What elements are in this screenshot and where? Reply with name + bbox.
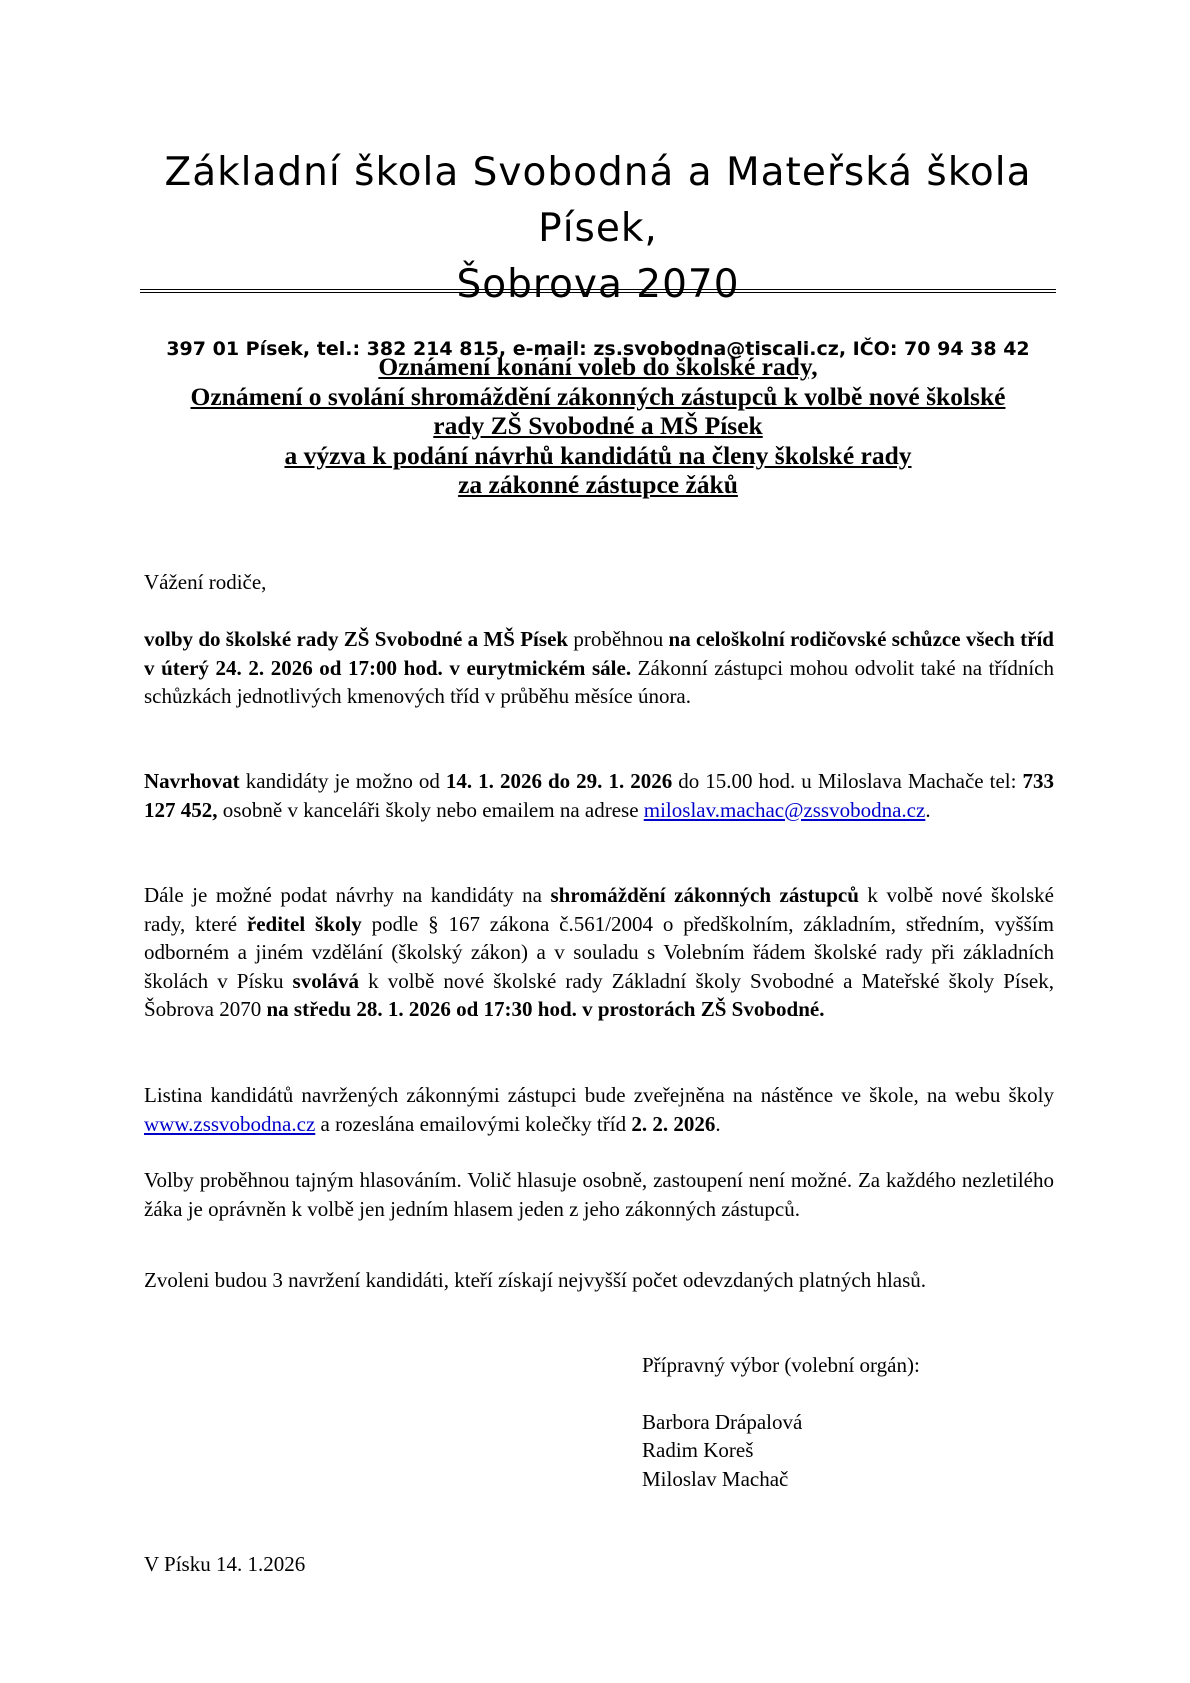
p4-text-3: .	[715, 1111, 721, 1136]
p3-bold-3: svolává	[292, 968, 360, 993]
p2-bold-1: Navrhovat	[144, 769, 240, 793]
p3-text-2: k volbě nové školské rady, které	[144, 883, 1055, 936]
paragraph-election-date	[144, 625, 1054, 711]
p4-bold-1: 2. 2. 2026	[631, 1111, 716, 1136]
p1-bold-2: na celoškolní rodičovské schůzce všech tříd v úterý 24. 2. 2026 od 17:00 hod. v eurytmickém sále.	[144, 627, 1054, 680]
p2-text-2: do 15.00 hod. u Miloslava Machače tel:	[672, 769, 1023, 793]
paragraph-nominations	[144, 767, 1054, 824]
p3-text-1: Dále je možné podat návrhy na kandidáty na	[144, 883, 551, 907]
p1-text-2: Zákonní zástupci mohou odvolit také na třídních schůzkách jednotlivých kmenových tříd v průběhu měsíce února.	[144, 655, 1054, 708]
p2-bold-3: 733 127 452,	[144, 769, 1054, 822]
p2-text-4: .	[925, 797, 931, 822]
header-divider-second	[140, 292, 1056, 293]
committee-label: Přípravný výbor (volební orgán):	[642, 1353, 920, 1377]
title-line-5: za zákonné zástupce žáků	[458, 470, 738, 499]
paragraph-elected: Zvoleni budou 3 navržení kandidáti, kteří získají nejvyšší počet odevzdaných platných hlasů.	[144, 1268, 927, 1292]
p1-bold-1: volby do školské rady ZŠ Svobodné a MŠ Písek	[144, 627, 569, 651]
p3-text-3: podle § 167 zákona č.561/2004 o předškolním, základním, středním, vyšším odborném a jiném vzdělání (školský zákon) a v souladu s Volebním řádem školské rady při základních školách v Písku	[144, 911, 1054, 993]
p4-text-1: Listina kandidátů navržených zákonnými zástupci bude zveřejněna na nástěnce ve škole, na webu školy	[144, 1083, 1054, 1107]
committee-member: Barbora Drápalová	[642, 1410, 803, 1434]
greeting: Vážení rodiče,	[144, 570, 267, 594]
p3-text-4: k volbě nové školské rady Základní školy Svobodné a Mateřské školy Písek, Šobrova 2070	[144, 968, 1055, 1021]
title-line-1: Oznámení konání voleb do školské rady,	[378, 352, 818, 381]
announcement-title	[140, 352, 1056, 500]
school-name-line2: Šobrova 2070	[456, 262, 740, 307]
p3-bold-1: shromáždění zákonných zástupců	[550, 883, 859, 907]
p2-text-1: kandidáty je možno od	[239, 769, 446, 793]
paragraph-voting-rules: Volby proběhnou tajným hlasováním. Volič hlasuje osobně, zastoupení není možné. Za každého nezletilého žáka je oprávněn k volbě jen jedním hlasem jeden z jeho zákonných zástupců.	[144, 1168, 1054, 1221]
paragraph-assembly	[144, 881, 1054, 1024]
school-header	[140, 145, 1056, 361]
title-line-4: a výzva k podání návrhů kandidátů na členy školské rady	[284, 440, 912, 470]
p3-bold-4: na středu 28. 1. 2026 od 17:30 hod. v prostorách ZŠ Svobodné.	[266, 997, 825, 1021]
committee-member: Miloslav Machač	[642, 1467, 789, 1491]
email-link[interactable]: miloslav.machac@zssvobodna.cz	[643, 797, 926, 822]
paragraph-candidate-list	[144, 1081, 1054, 1138]
p2-bold-2: 14. 1. 2026 do 29. 1. 2026	[445, 769, 673, 793]
school-name-line1: Základní škola Svobodná a Mateřská škola Písek,	[164, 150, 1032, 251]
title-line-3: rady ZŠ Svobodné a MŠ Písek	[433, 411, 763, 440]
p3-bold-2: ředitel školy	[246, 911, 362, 936]
place-date: V Písku 14. 1.2026	[144, 1552, 306, 1576]
title-line-2: Oznámení o svolání shromáždění zákonných zástupců k volbě nové školské	[190, 381, 1006, 411]
school-contact: 397 01 Písek, tel.: 382 214 815, e-mail: zs.svobodna@tiscali.cz, IČO: 70 94 38 42	[166, 338, 1030, 360]
website-link[interactable]: www.zssvobodna.cz	[144, 1111, 316, 1136]
committee-member: Radim Koreš	[642, 1438, 754, 1462]
p1-text-1: proběhnou	[568, 627, 669, 651]
p2-text-3: osobně v kanceláři školy nebo emailem na adrese	[217, 797, 644, 822]
p4-text-2: a rozeslána emailovými kolečky tříd	[315, 1111, 632, 1136]
header-divider	[140, 289, 1056, 290]
